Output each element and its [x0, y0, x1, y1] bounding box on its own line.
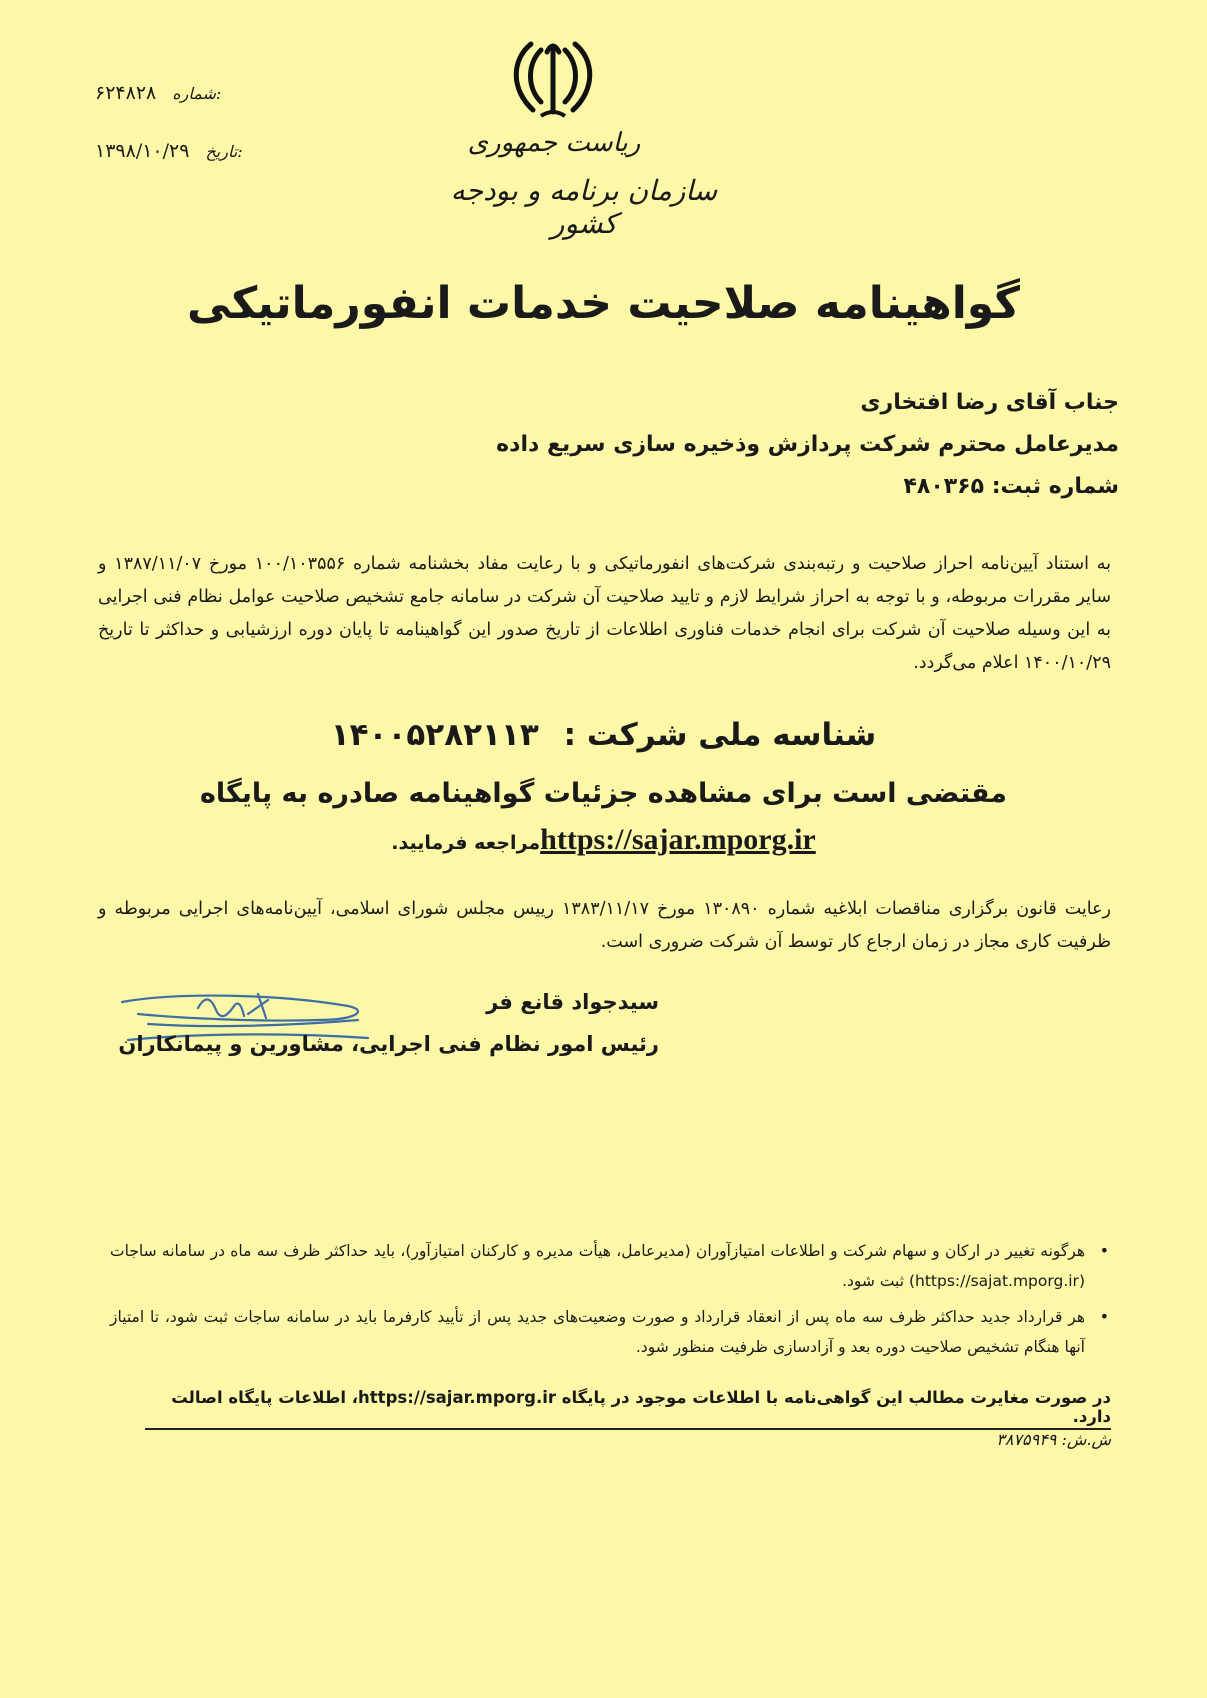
visit-tail: مراجعه فرمایید. — [391, 832, 541, 854]
bullet-icon: • — [1099, 1241, 1109, 1260]
notes-list — [110, 1236, 1111, 1368]
addressee-name: جناب آقای رضا افتخاری — [860, 390, 1119, 415]
bullet-icon: • — [1099, 1307, 1109, 1326]
letter-date-label: تاریخ: — [205, 142, 243, 161]
compliance-paragraph: رعایت قانون برگزاری مناقصات ابلاغیه شماره ۱۳۰۸۹۰ مورخ ۱۳۸۳/۱۱/۱۷ رییس مجلس شورای اسلامی، آیین‌نامه‌های اجرایی مربوطه و ظرفیت کاری مجاز در زمان ارجاع کار توسط آن شرکت ضروری است. — [98, 899, 1111, 952]
authenticity-footer-note: در صورت مغایرت مطالب این گواهی‌نامه با اطلاعات موجود در پایگاه https://sajar.mporg.ir، اطلاعات پایگاه اصالت دارد. — [145, 1388, 1111, 1430]
serial-number: ش.ش: ۳۸۷۵۹۴۹ — [996, 1430, 1111, 1449]
registration-number: شماره ثبت: ۴۸۰۳۶۵ — [903, 474, 1119, 499]
sajar-link[interactable]: https://sajar.mporg.ir — [540, 823, 816, 856]
visit-link-row — [0, 823, 1207, 857]
org-line-presidency: ریاست جمهوری — [467, 128, 641, 158]
letter-number-value: ۶۲۴۸۲۸ — [95, 82, 157, 104]
letter-number-row — [95, 82, 221, 104]
note-text: هرگونه تغییر در ارکان و سهام شرکت و اطلاعات امتیازآوران (مدیرعامل، هیأت مدیره و کارکنان امتیازآور)، باید حداکثر ظرف سه ماه در سامانه ساجات (https://sajat.mporg.ir) ثبت شود. — [110, 1242, 1085, 1290]
national-id-line — [0, 717, 1207, 753]
certificate-body-paragraph: به استناد آیین‌نامه احراز صلاحیت و رتبه‌بندی شرکت‌های انفورماتیکی و با رعایت مفاد بخشنامه شماره ۱۰۰/۱۰۳۵۵۶ مورخ ۱۳۸۷/۱۱/۰۷ و سایر مقررات مربوطه، و با توجه به احراز شرایط لازم و تایید صلاحیت آن شرکت در سامانه جامع تشخیص صلاحیت عوامل نظام فنی اجرایی به این وسیله صلاحیت آن شرکت برای انجام خدمات فناوری اطلاعات از تاریخ صدور این گواهینامه تا پایان دوره ارزشیابی و حداکثر تا تاریخ ۱۴۰۰/۱۰/۲۹ اعلام می‌گردد. — [98, 554, 1111, 673]
certificate-title: گواهینامه صلاحیت خدمات انفورماتیکی — [187, 278, 1020, 329]
letter-number-label: شماره: — [172, 84, 222, 103]
note-text: هر قرارداد جدید حداکثر ظرف سه ماه پس از انعقاد قرارداد و صورت وضعیت‌های جدید پس از تأیید کارفرما باید در سامانه ساجات ثبت شود، تا امتیاز آنها هنگام تشخیص صلاحیت دوره بعد و آزادسازی ظرفیت منظور شود. — [110, 1308, 1085, 1356]
org-line-ministry: سازمان برنامه و بودجه کشور — [450, 174, 718, 240]
iran-emblem-icon — [503, 32, 603, 122]
national-id-label: شناسه ملی شرکت : — [563, 717, 877, 753]
handwritten-signature-icon — [118, 980, 418, 1070]
letter-date-row — [95, 140, 243, 162]
signatory-name: سیدجواد قانع فر — [486, 990, 659, 1014]
list-item — [110, 1236, 1111, 1296]
national-id-value: ۱۴۰۰۵۲۸۲۱۱۳ — [330, 717, 539, 753]
addressee-company: مدیرعامل محترم شرکت پردازش وذخیره سازی سریع داده — [496, 432, 1119, 457]
list-item — [110, 1302, 1111, 1362]
signatory-title: رئیس امور نظام فنی اجرایی، مشاورین و پیمانکاران — [118, 1032, 659, 1056]
visit-instruction: مقتضی است برای مشاهده جزئیات گواهینامه صادره به پایگاه — [199, 778, 1008, 809]
letter-date-value: ۱۳۹۸/۱۰/۲۹ — [95, 140, 190, 162]
